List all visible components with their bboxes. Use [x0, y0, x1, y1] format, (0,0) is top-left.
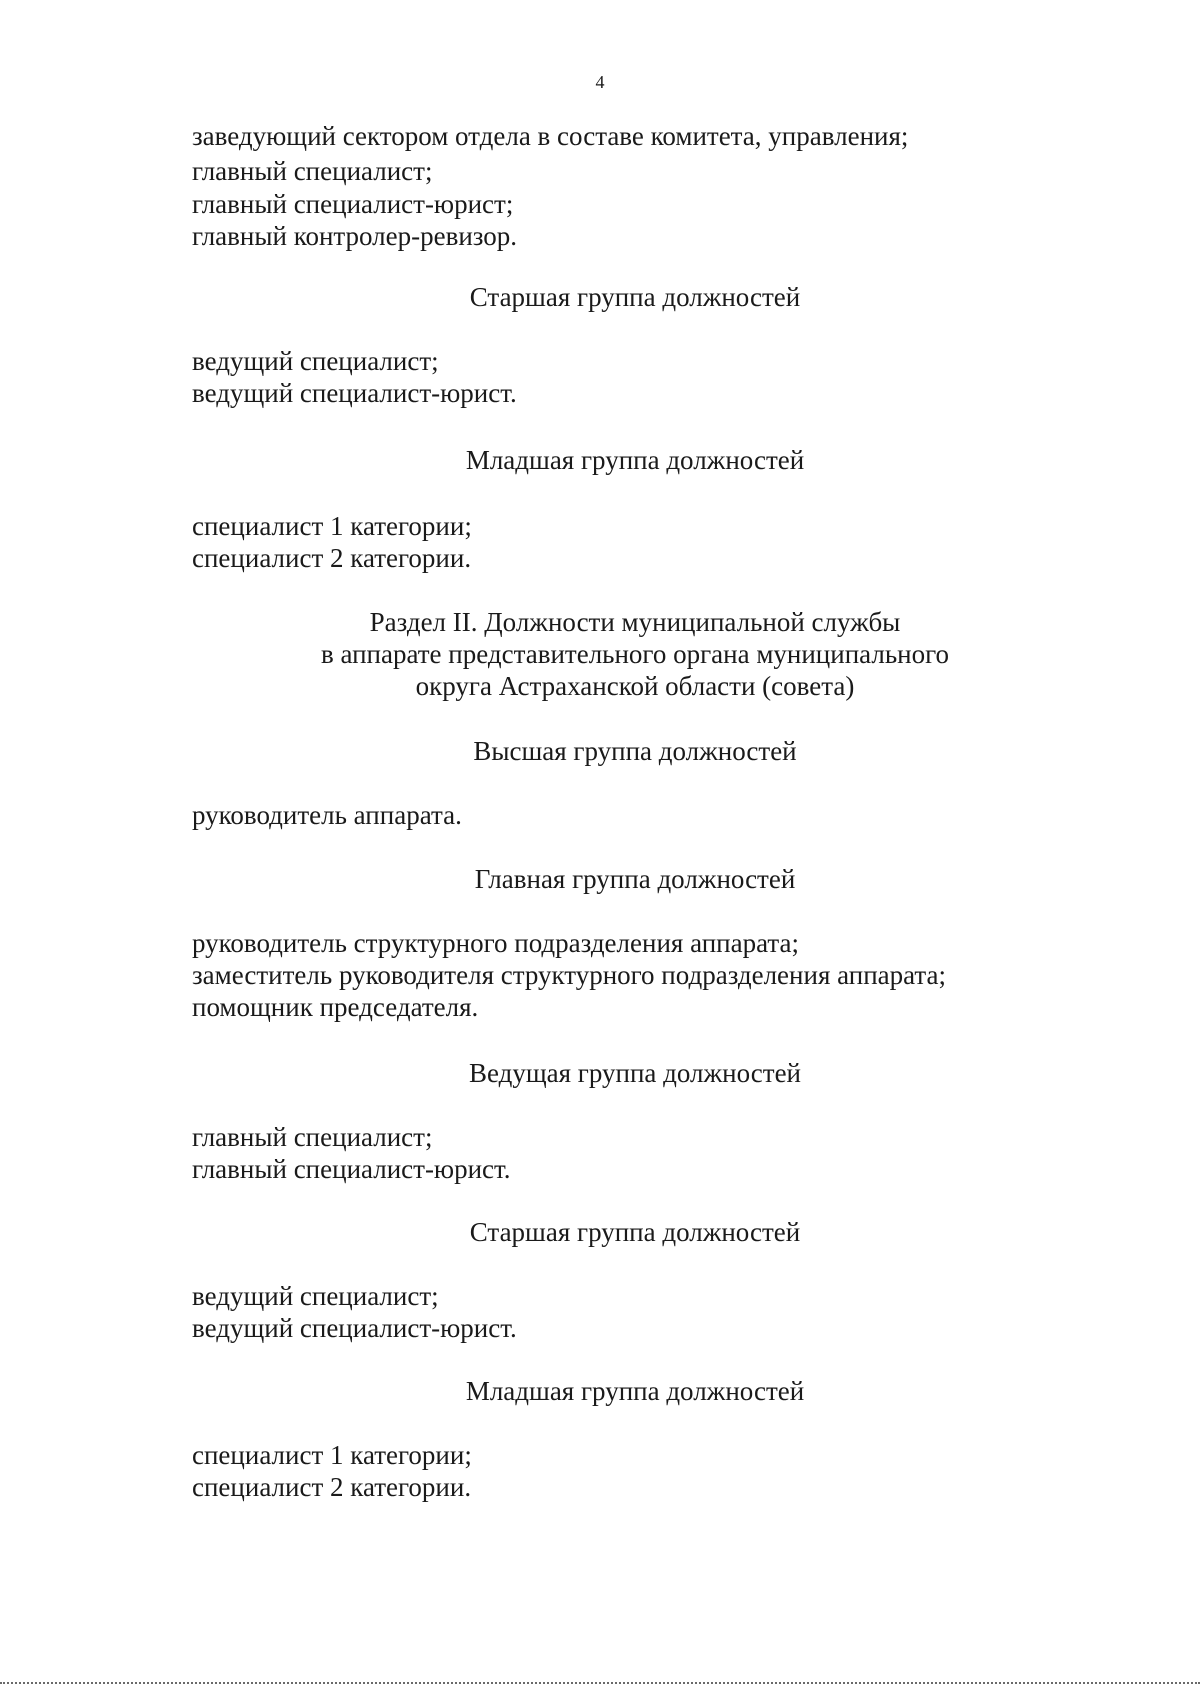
group-heading-main: Главная группа должностей [474, 864, 796, 894]
section-title: в аппарате представительного органа муниципального [320, 639, 950, 669]
position-line: руководитель структурного подразделения аппарата; [192, 928, 799, 958]
position-line: ведущий специалист; [192, 1281, 439, 1311]
position-line: главный специалист; [192, 1122, 433, 1152]
position-line: заведующий сектором отдела в составе комитета, управления; [192, 121, 909, 151]
group-heading-highest: Высшая группа должностей [473, 736, 797, 766]
position-line: помощник председателя. [192, 992, 479, 1022]
scan-edge-divider [0, 1682, 1200, 1684]
position-line: заместитель руководителя структурного подразделения аппарата; [192, 960, 947, 990]
position-line: главный специалист-юрист. [192, 1154, 511, 1184]
position-line: главный специалист; [192, 156, 433, 186]
position-line: ведущий специалист-юрист. [192, 1313, 517, 1343]
position-line: главный контролер-ревизор. [192, 221, 518, 251]
group-heading-junior: Младшая группа должностей [465, 1376, 805, 1406]
group-heading-leading: Ведущая группа должностей [468, 1058, 801, 1088]
position-line: ведущий специалист-юрист. [192, 378, 517, 408]
group-heading-senior: Старшая группа должностей [469, 1217, 801, 1247]
page-number: 4 [595, 72, 605, 92]
position-line: специалист 1 категории; [192, 511, 472, 541]
group-heading-junior: Младшая группа должностей [465, 445, 805, 475]
position-line: специалист 2 категории. [192, 543, 472, 573]
group-heading-senior: Старшая группа должностей [469, 282, 801, 312]
position-line: руководитель аппарата. [192, 800, 462, 830]
section-title: Раздел II. Должности муниципальной службы [369, 607, 901, 637]
position-line: специалист 2 категории. [192, 1472, 472, 1502]
section-title: округа Астраханской области (совета) [415, 671, 855, 701]
position-line: главный специалист-юрист; [192, 189, 514, 219]
position-line: ведущий специалист; [192, 346, 439, 376]
position-line: специалист 1 категории; [192, 1440, 472, 1470]
